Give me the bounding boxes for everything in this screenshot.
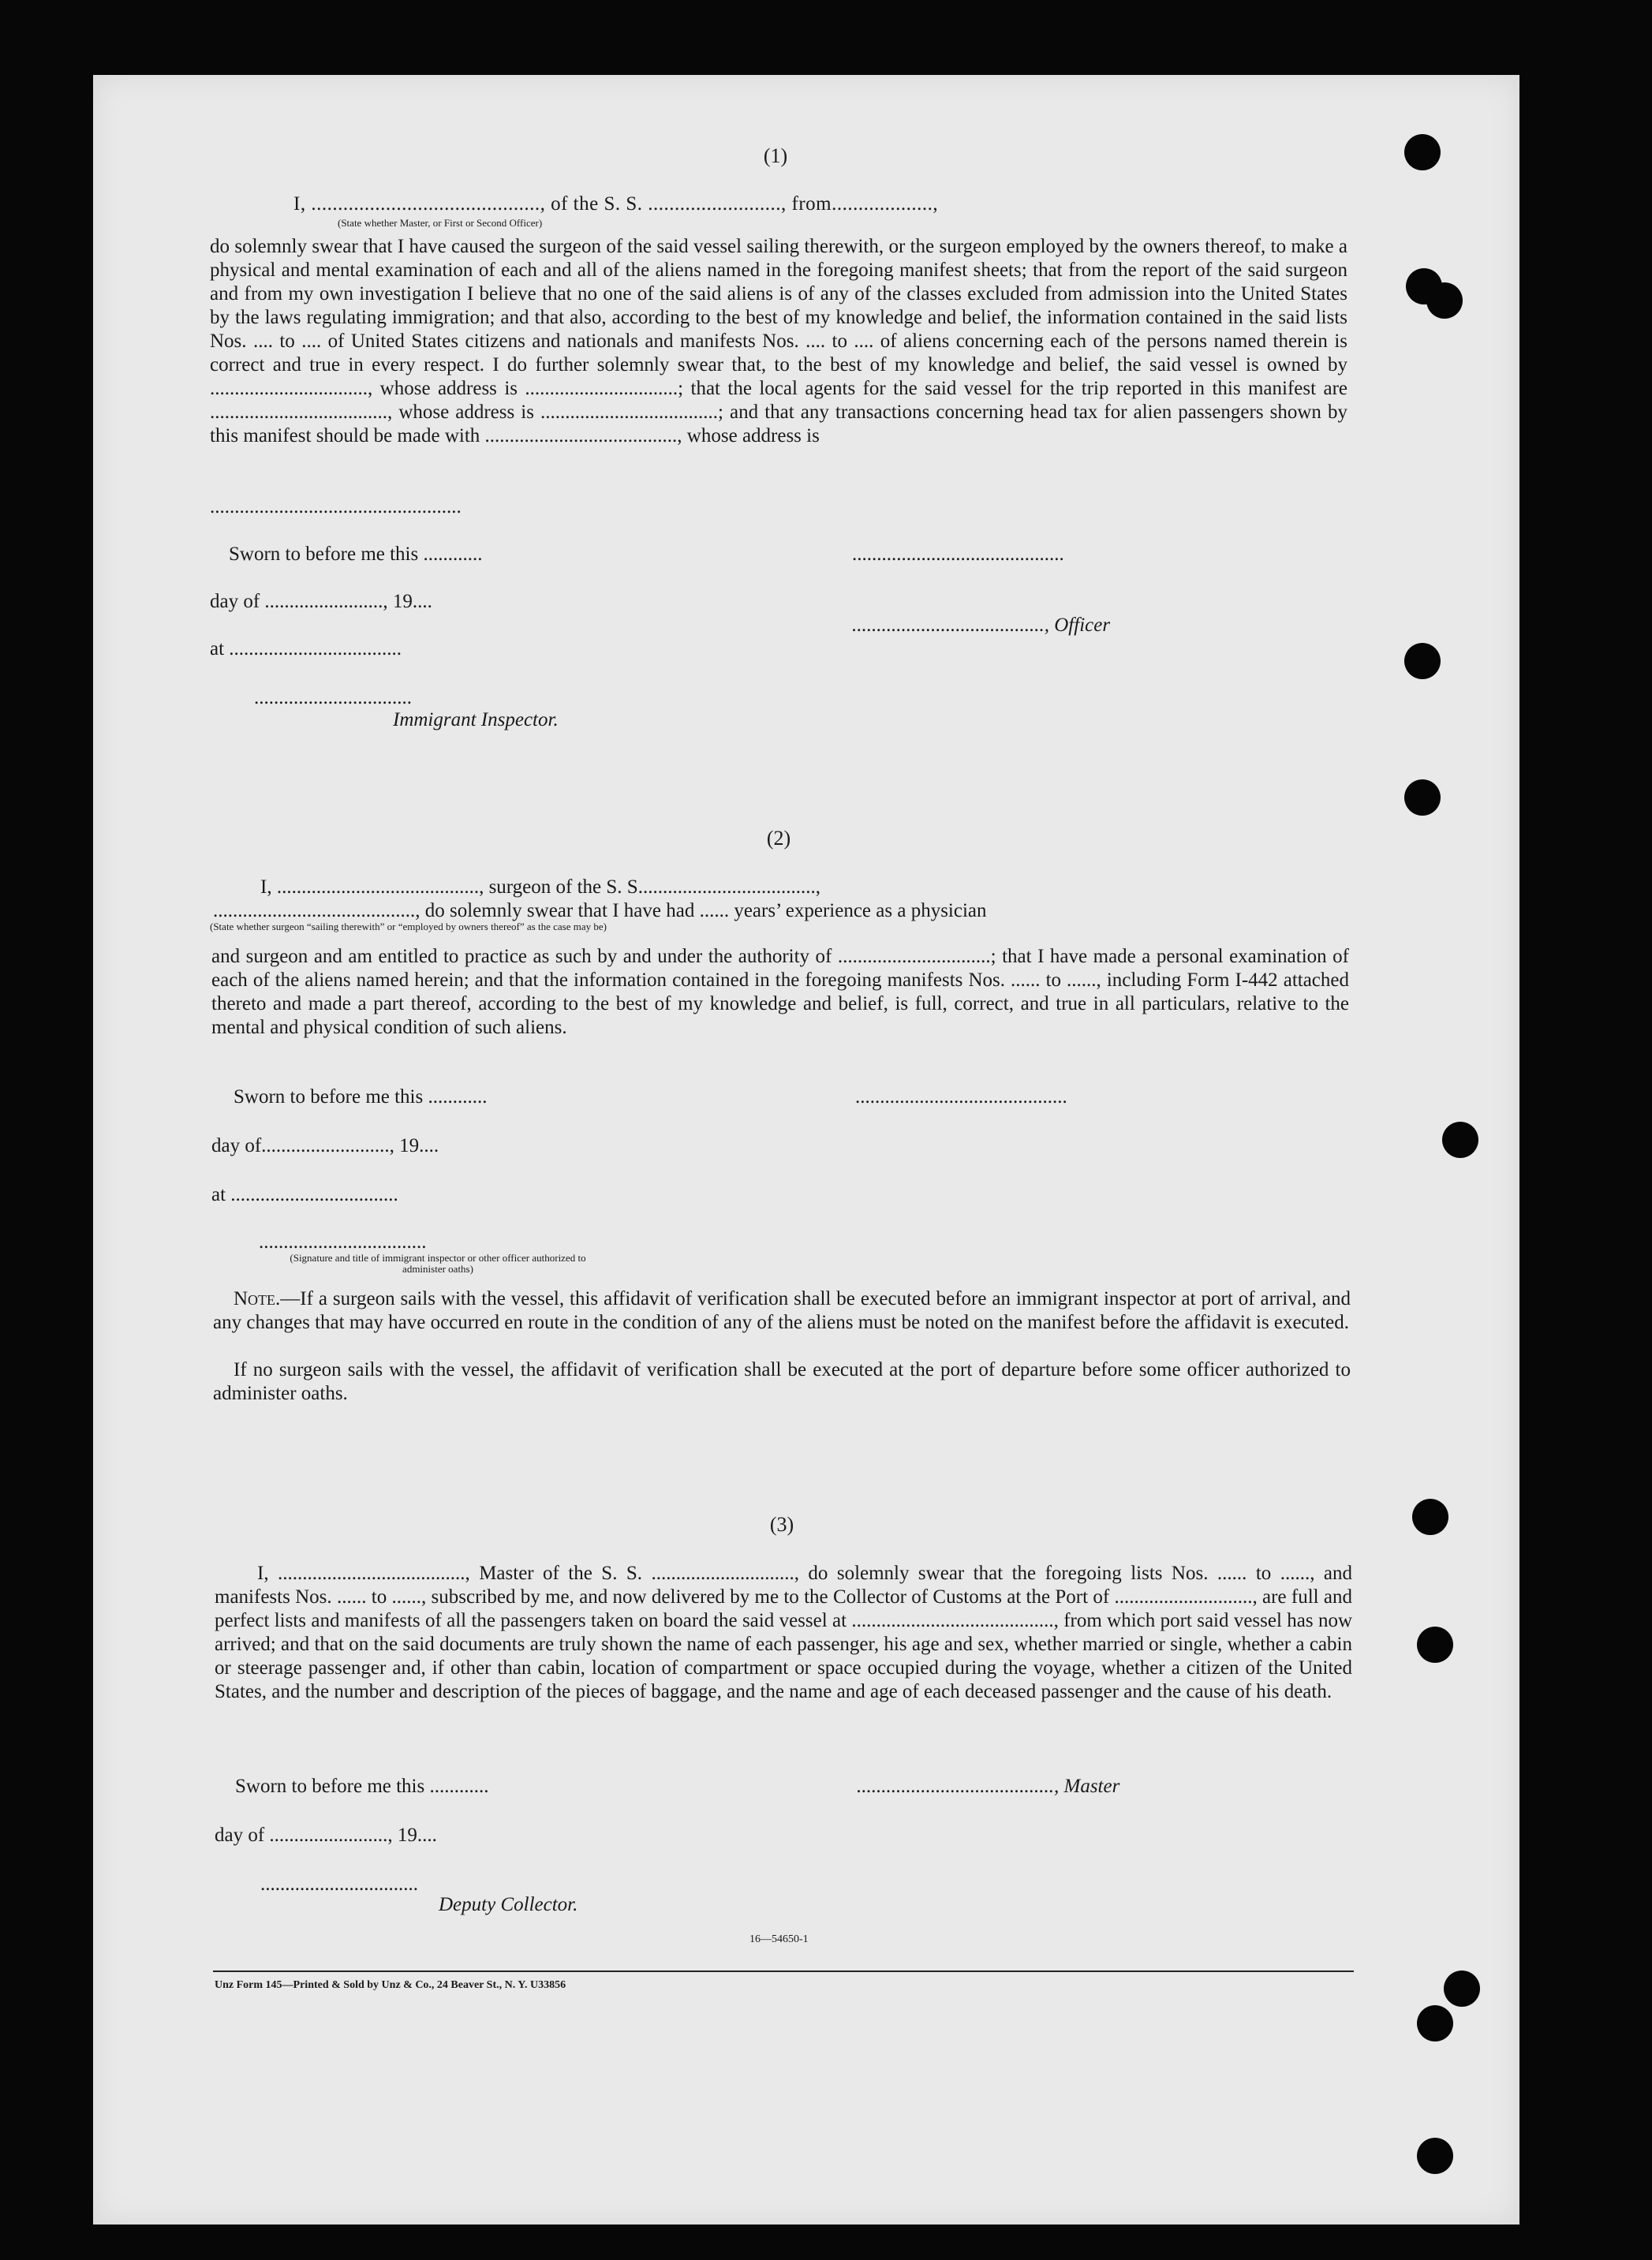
section-1-first-line: I, ..........................................., of the S. S. ........................., from...................,	[293, 193, 939, 215]
section-2-body: and surgeon and am entitled to practice as such by and under the authority of ...............................; that I have made a personal examination of each of the aliens named herein; and that the information contained in the foregoing manifests Nos. ...... to ......, including Form I-442 attached thereto and made a part thereof, according to the best of my knowledge and belief, is full, correct, and true in all particulars, relative to the mental and physical condition of such aliens.	[211, 946, 1349, 1038]
section-1-body-tail: ...................................................	[210, 496, 462, 517]
section-3-collector-title: Deputy Collector.	[439, 1894, 578, 1915]
printer-credit: Unz Form 145—Printed & Sold by Unz & Co., 24 Beaver St., N. Y. U33856	[215, 1979, 566, 1991]
section-2-signature-caption: (Signature and title of immigrant inspector or other officer authorized to administer oaths)	[290, 1252, 586, 1275]
punch-hole	[1417, 1627, 1453, 1663]
section-3-number: (3)	[769, 1513, 794, 1536]
section-2-second-line: ........................................., do solemnly swear that I have had ...... years’ experience as a physician	[213, 900, 987, 921]
section-2-number: (2)	[766, 827, 791, 850]
punch-hole	[1426, 282, 1463, 319]
section-2-signature-dots: ...........................................	[855, 1086, 1067, 1108]
section-1-inspector-title: Immigrant Inspector.	[393, 709, 559, 730]
section-3-body: I, ......................................, Master of the S. S. ............................., do solemnly swear that the foregoing lists Nos. ...... to ......, and manifests Nos. ...... to ......, subscribed by me, and now delivered by me to the Collector of Customs at the Port of ............................, are full and perfect lists and manifests of all the passengers taken on board the said vessel at ........................................., from which port said vessel has now arrived; and that on the said documents are truly shown the name of each passenger, his age and sex, whether married or single, whether a cabin or steerage passenger and, if other than cabin, location of compartment or space occupied during the voyage, whether a citizen of the United States, and the number and description of the pieces of baggage, and the name and age of each deceased passenger and the cause of his death.	[215, 1563, 1352, 1702]
section-3-sworn: Sworn to before me this ............	[235, 1776, 489, 1797]
section-1-signature-dots: ...........................................	[852, 544, 1064, 565]
punch-hole	[1412, 1499, 1448, 1535]
section-2-sworn: Sworn to before me this ............	[234, 1086, 488, 1108]
section-2-note-1	[213, 1287, 1351, 1335]
section-2-day: day of.........................., 19....	[211, 1135, 439, 1156]
section-2-note-2: If no surgeon sails with the vessel, the affidavit of verification shall be executed at the port of departure before some officer authorized to administer oaths.	[213, 1359, 1351, 1404]
section-1-number: (1)	[763, 144, 788, 167]
punch-hole	[1444, 1970, 1480, 2007]
punch-hole	[1417, 2005, 1453, 2041]
punch-hole	[1417, 2138, 1453, 2174]
section-1-body: do solemnly swear that I have caused the surgeon of the said vessel sailing therewith, or the surgeon employed by the owners thereof, to make a physical and mental examination of each and all of the aliens named in the foregoing manifest sheets; that from the report of the said surgeon and from my own investigation I believe that no one of the said aliens is of any of the classes excluded from admission into the United States by the laws regulating immigration; and that also, according to the best of my knowledge and belief, the information contained in the said lists Nos. .... to .... of United States citizens and nationals and manifests Nos. .... to .... of aliens concerning each of the persons named therein is correct and true in every respect. I do further solemnly swear that, to the best of my knowledge and belief, the said vessel is owned by ................................, whose address is ...............................; that the local agents for the said vessel for the trip reported in this manifest are ...................................., whose address is ....................................; and that any transactions concerning head tax for alien passengers shown by this manifest should be made with ......................................., whose address is	[210, 236, 1347, 446]
section-2-first-line: I, ........................................., surgeon of the S. S....................................,	[260, 876, 820, 898]
section-3-collector-dots: ................................	[260, 1873, 418, 1895]
section-3-master-line: ........................................, Master	[857, 1776, 1120, 1797]
note-1-text: —If a surgeon sails with the vessel, this affidavit of verification shall be executed before an immigrant inspector at port of arrival, and any changes that may have occurred en route in the condition of any of the aliens must be noted on the manifest before the affidavit is executed.	[213, 1288, 1351, 1333]
note-label: Note.	[234, 1288, 281, 1309]
punch-hole	[1442, 1122, 1478, 1158]
section-2-surgeon-caption: (State whether surgeon “sailing therewith” or “employed by owners thereof” as the case may be)	[210, 921, 607, 932]
section-1-inspector-dots: ................................	[254, 687, 412, 708]
punch-hole	[1404, 643, 1441, 679]
section-1-at: at ...................................	[210, 638, 402, 659]
form-number: 16—54650-1	[749, 1933, 809, 1945]
punch-hole	[1404, 779, 1441, 816]
section-1-day: day of ........................, 19....	[210, 591, 432, 612]
section-3-day: day of ........................, 19....	[215, 1825, 437, 1846]
section-2-signature-line: ..................................	[259, 1231, 427, 1253]
footer-rule	[213, 1970, 1354, 1972]
punch-hole	[1404, 134, 1441, 170]
section-2-at: at ..................................	[211, 1184, 398, 1205]
section-1-sworn: Sworn to before me this ............	[229, 544, 483, 565]
section-1-officer-line: ......................................., Officer	[852, 614, 1111, 636]
section-1-officer-caption: (State whether Master, or First or Second Officer)	[338, 217, 543, 229]
